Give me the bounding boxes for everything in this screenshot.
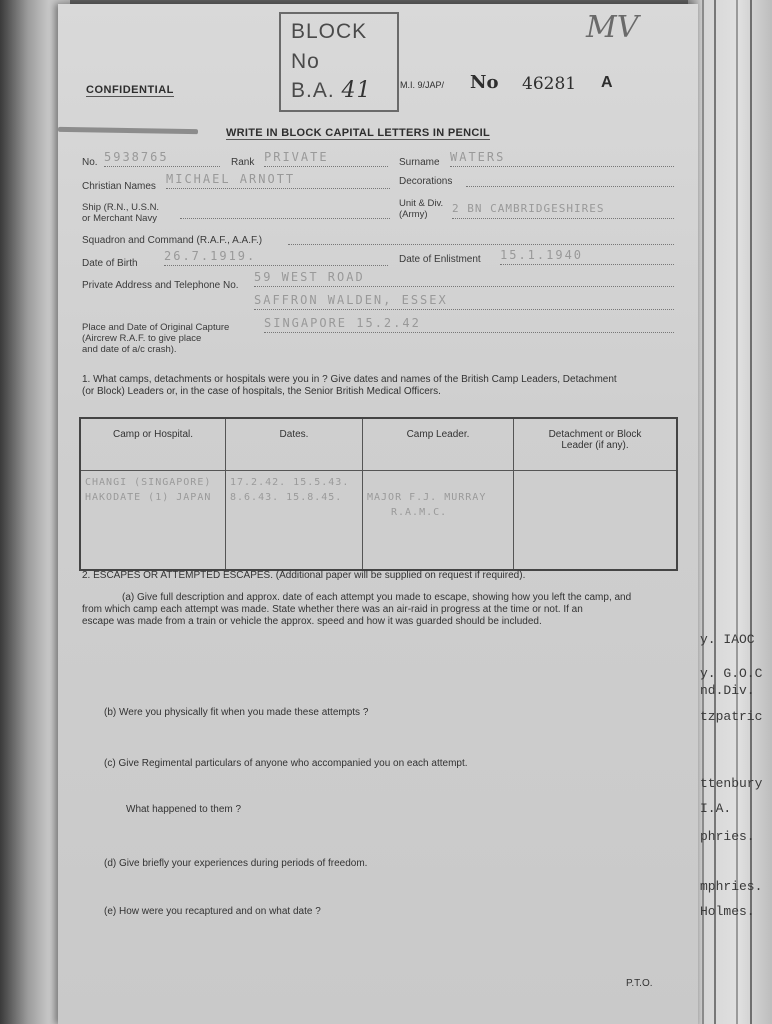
handwritten-initials: MV (586, 10, 639, 45)
unit-field: 2 BN CAMBRIDGESHIRES (452, 202, 674, 219)
question-2b: (b) Were you physically fit when you made these attempts ? (104, 707, 369, 718)
capture-field: SINGAPORE 15.2.42 (264, 316, 674, 333)
ship-field (180, 202, 390, 219)
christian-names-label: Christian Names (82, 181, 156, 192)
stamp-line-3 (291, 78, 372, 103)
squadron-field (288, 228, 674, 245)
stamp-handwritten-number: 41 (341, 78, 372, 103)
underlying-text: y. IAOC (700, 632, 755, 647)
decorations-field (466, 170, 674, 187)
underlying-text: ttenbury (700, 776, 763, 791)
leader-cell: MAJOR F.J. MURRAY R.A.M.C. (363, 471, 514, 571)
dates-cell: 17.2.42. 15.5.43. 8.6.43. 15.8.45. (226, 471, 363, 571)
col-dates-header: Dates. (226, 418, 363, 471)
dob-field: 26.7.1919. (164, 249, 388, 266)
binding-string (58, 127, 198, 134)
christian-names-field: MICHAEL ARNOTT (166, 172, 390, 189)
stamp-prefix: B.A. (291, 79, 335, 102)
camps-table (79, 417, 678, 571)
ship-label: Ship (R.N., U.S.N. or Merchant Navy (82, 202, 160, 224)
question-2a: (a) Give full description and approx. date of each attempt you made to escape, showing how you left the camp, and from which camp each attempt was made. State whether there was an air-raid in progress at the time or not. If an escape was made from a train or vehicle the approx. speed and how it was guarded should be included. (82, 592, 632, 627)
underlying-text: phries. (700, 829, 755, 844)
instruction-heading: WRITE IN BLOCK CAPITAL LETTERS IN PENCIL (226, 127, 490, 139)
serial-suffix: A (601, 74, 613, 91)
block-stamp (279, 12, 399, 112)
pto-label: P.T.O. (626, 978, 653, 989)
question-1: 1. What camps, detachments or hospitals were you in ? Give dates and names of the British Camp Leaders, Detachment (or Block) Leaders or, in the case of hospitals, the Senior British Medical Officers. (82, 374, 617, 397)
underlying-text: tzpatric (700, 709, 763, 724)
camp-cell: CHANGI (SINGAPORE) HAKODATE (1) JAPAN (80, 471, 226, 571)
question-2d: (d) Give briefly your experiences during periods of freedom. (104, 858, 368, 869)
underlying-sheets (688, 0, 772, 1024)
squadron-label: Squadron and Command (R.A.F., A.A.F.) (82, 235, 263, 246)
address-field-line2: SAFFRON WALDEN, ESSEX (254, 293, 674, 310)
col-leader-header: Camp Leader. (363, 418, 514, 471)
col-camp-header: Camp or Hospital. (80, 418, 226, 471)
number-mark: No (470, 72, 499, 93)
table-row (80, 471, 677, 571)
rank-label: Rank (231, 157, 255, 168)
dob-label: Date of Birth (82, 258, 138, 269)
col-detachment-header: Detachment or Block Leader (if any). (514, 418, 678, 471)
stamp-line-1: BLOCK (291, 20, 368, 43)
question-2c-followup: What happened to them ? (126, 804, 242, 815)
form-sheet (58, 4, 698, 1024)
decorations-label: Decorations (399, 176, 453, 187)
unit-label: Unit & Div. (Army) (399, 198, 444, 220)
enlistment-field: 15.1.1940 (500, 248, 674, 265)
surname-field: WATERS (450, 150, 674, 167)
capture-label: Place and Date of Original Capture (Aircrew R.A.F. to give place and date of a/c crash). (82, 322, 230, 355)
underlying-text: mphries. (700, 879, 763, 894)
section-2-title: 2. ESCAPES OR ATTEMPTED ESCAPES. (Additional paper will be supplied on request if required). (82, 570, 526, 581)
serial-number: 46281 (522, 74, 577, 94)
underlying-text: y. G.O.C (700, 666, 763, 681)
address-field-line1: 59 WEST ROAD (254, 270, 674, 287)
surname-label: Surname (399, 157, 440, 168)
form-reference: M.I. 9/JAP/ (400, 80, 445, 90)
rank-field: PRIVATE (264, 150, 388, 167)
stamp-line-2: No (291, 50, 320, 73)
confidential-label: CONFIDENTIAL (86, 84, 174, 96)
enlistment-label: Date of Enlistment (399, 254, 481, 265)
no-label: No. (82, 157, 98, 168)
service-number-field: 5938765 (104, 150, 220, 167)
detachment-cell (514, 471, 678, 571)
underlying-text: nd.Div. (700, 683, 755, 698)
underlying-text: I.A. (700, 801, 732, 816)
question-2c: (c) Give Regimental particulars of anyone who accompanied you on each attempt. (104, 758, 468, 769)
question-2e: (e) How were you recaptured and on what date ? (104, 906, 321, 917)
address-label: Private Address and Telephone No. (82, 280, 239, 291)
underlying-text: Holmes. (700, 904, 755, 919)
